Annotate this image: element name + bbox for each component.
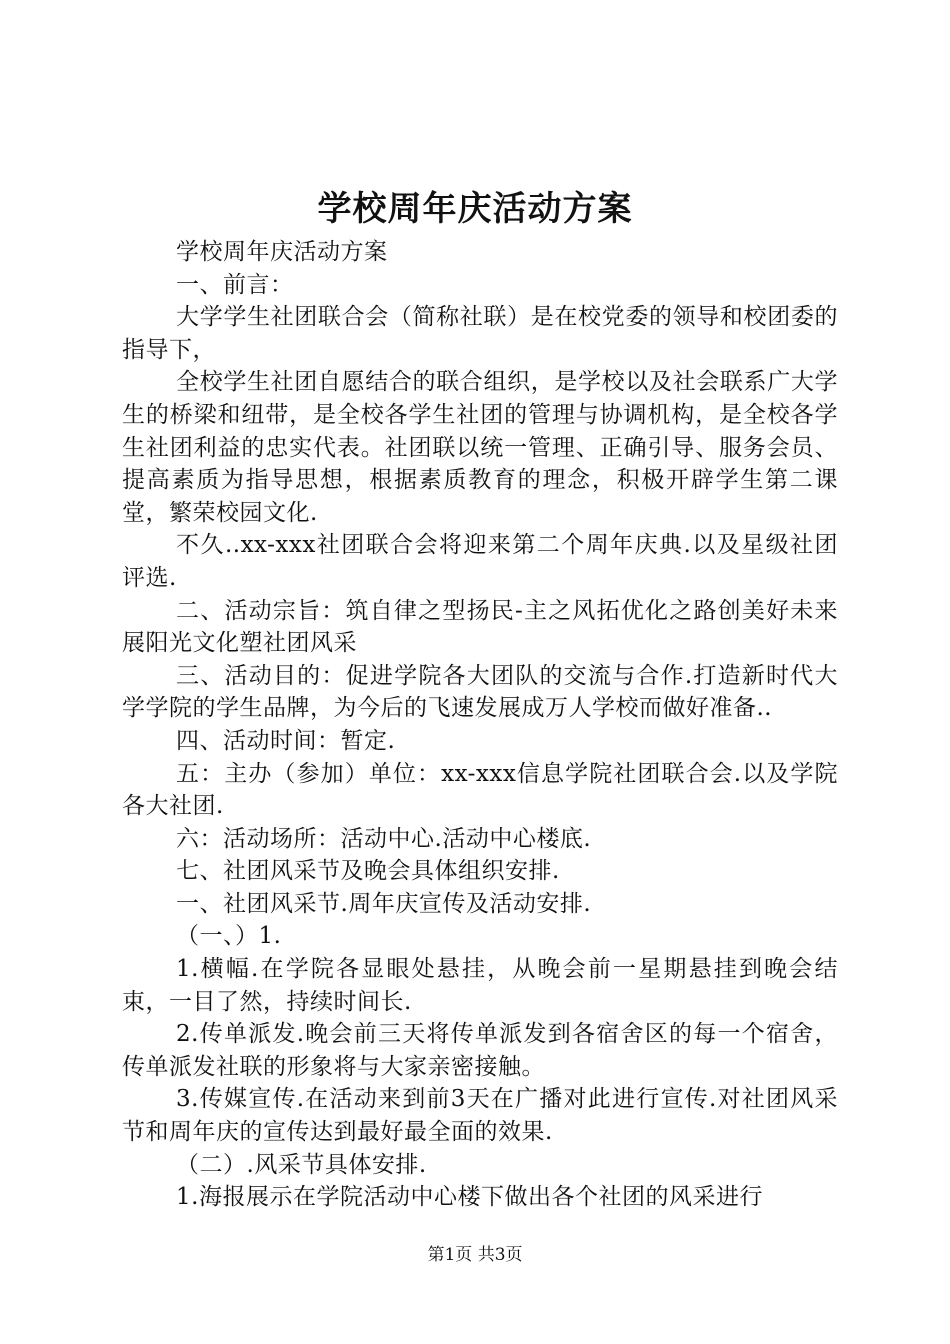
paragraph: 学校周年庆活动方案 bbox=[176, 239, 388, 265]
paragraph: 三、活动目的：促进学院各大团队的交流与合作.打造新时代大学学院的学生品牌，为今后的飞速发展成万人学校而做好准备.. bbox=[122, 662, 838, 722]
paragraph: 不久..xx-xxx社团联合会将迎来第二个周年庆典.以及星级社团评选. bbox=[122, 532, 838, 591]
paragraph: 六：活动场所：活动中心.活动中心楼底. bbox=[176, 825, 592, 852]
paragraph: 全校学生社团自愿结合的联合组织，是学校以及社会联系广大学生的桥梁和纽带，是全校各学生社团的管理与协调机构，是全校各学生社团利益的忠实代表。社团联以统一管理、正确引导、服务会员、提高素质为指导思想，根据素质教育的理念，积极开辟学生第二课堂，繁荣校园文化. bbox=[122, 369, 838, 526]
document-title: 学校周年庆活动方案 bbox=[317, 189, 633, 229]
paragraph: 3.传媒宣传.在活动来到前3天在广播对此进行宣传.对社团风采节和周年庆的宣传达到最好最全面的效果. bbox=[122, 1086, 838, 1146]
paragraph: （二）.风采节具体安排. bbox=[176, 1151, 427, 1178]
paragraph: 七、社团风采节及晚会具体组织安排. bbox=[176, 858, 560, 885]
paragraph: 1.横幅.在学院各显眼处悬挂，从晚会前一星期悬挂到晚会结束，一目了然，持续时间长. bbox=[122, 956, 838, 1015]
paragraph: 二、活动宗旨：筑自律之型扬民-主之风拓优化之路创美好未来展阳光文化塑社团风采 bbox=[122, 597, 838, 657]
page-footer: 第1页 共3页 bbox=[427, 1245, 523, 1265]
paragraph: 一、社团风采节.周年庆宣传及活动安排. bbox=[176, 890, 592, 917]
document-body bbox=[122, 236, 838, 1214]
paragraph: 1.海报展示在学院活动中心楼下做出各个社团的风采进行 bbox=[176, 1184, 763, 1211]
paragraph: （一、）1. bbox=[176, 923, 282, 950]
paragraph: 五：主办（参加）单位：xx-xxx信息学院社团联合会.以及学院各大社团. bbox=[122, 760, 838, 820]
paragraph: 一、前言： bbox=[176, 271, 294, 298]
paragraph: 四、活动时间：暂定. bbox=[176, 727, 396, 754]
paragraph: 大学学生社团联合会（简称社联）是在校党委的领导和校团委的指导下， bbox=[122, 304, 838, 363]
paragraph: 2.传单派发.晚会前三天将传单派发到各宿舍区的每一个宿舍，传单派发社联的形象将与大家亲密接触。 bbox=[122, 1021, 838, 1080]
